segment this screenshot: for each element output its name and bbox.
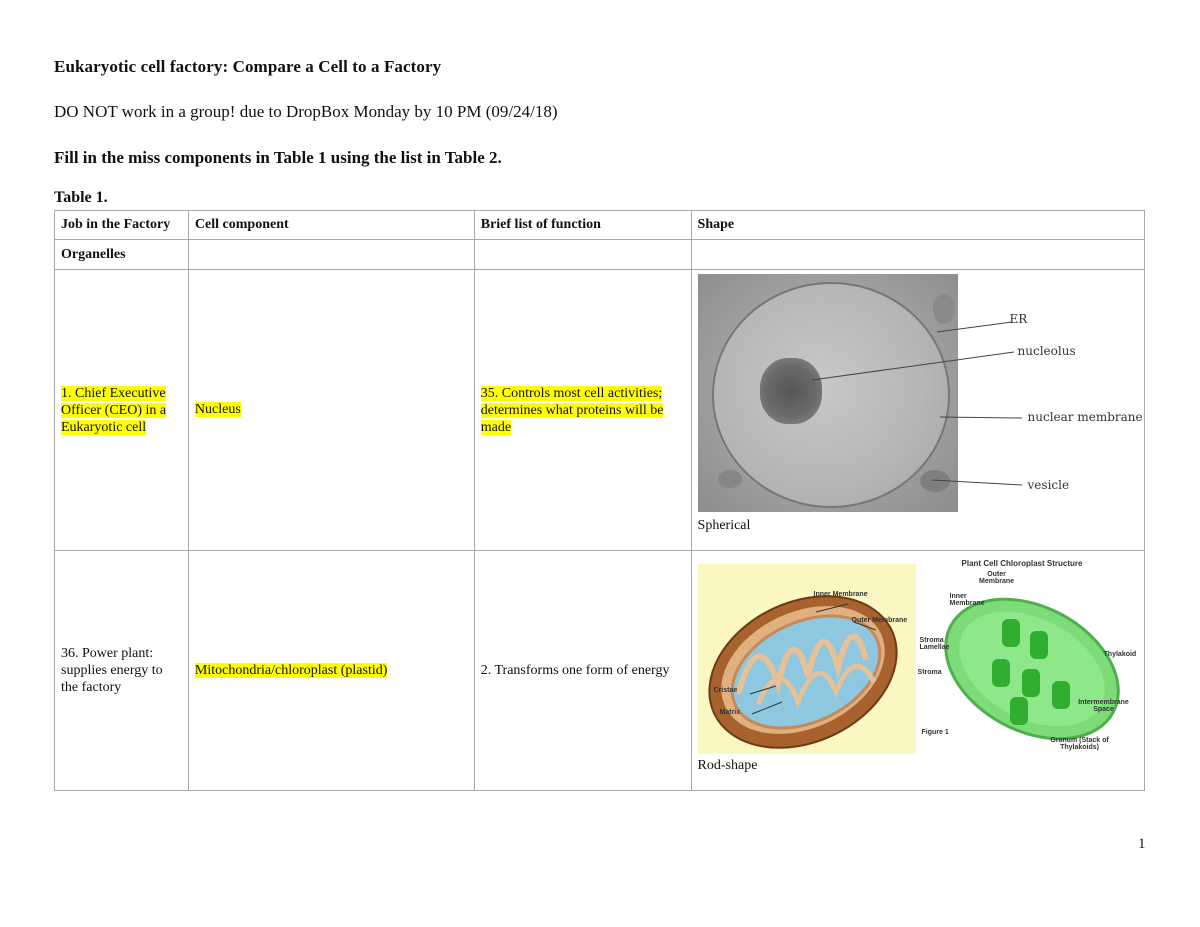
col-header-function: Brief list of function (474, 211, 691, 240)
table-1 (54, 210, 1145, 791)
component-text: Mitochondria/chloroplast (plastid) (194, 662, 388, 678)
chloro-label-figure: Figure 1 (921, 729, 949, 736)
table-label: Table 1. (54, 189, 108, 206)
mito-label-matrix: Matrix (719, 709, 741, 716)
chloro-label-granum: Granum (Stack of Thylakoids) (1050, 737, 1109, 751)
chloro-label-outer-membrane: Outer Membrane (979, 571, 1015, 585)
micrograph-label-er: ER (1009, 312, 1028, 326)
section-row (55, 240, 1145, 270)
component-cell (188, 270, 474, 551)
micrograph-label-nucleolus: nucleolus (1017, 344, 1076, 358)
function-text: 35. Controls most cell activities; determines what proteins will be made (480, 385, 664, 435)
micrograph-label-nuclear-membrane: nuclear membrane (1027, 410, 1143, 424)
chloro-label-inner-membrane: Inner Membrane (949, 593, 985, 607)
col-header-job: Job in the Factory (55, 211, 189, 240)
chloro-label-thylakoid: Thylakoid (1103, 651, 1137, 658)
chloro-label-stroma-lamellae: Stroma Lamellae (919, 637, 950, 651)
function-text: 2. Transforms one form of energy (480, 663, 670, 678)
shape-text: Spherical (697, 518, 751, 533)
instructions: Fill in the miss components in Table 1 using the list in Table 2. (54, 148, 502, 167)
col-header-component: Cell component (188, 211, 474, 240)
mitochondrion-drawing (698, 564, 928, 774)
document-title: Eukaryotic cell factory: Compare a Cell to a Factory (54, 57, 442, 76)
shape-cell (691, 270, 1144, 551)
section-label: Organelles (55, 240, 189, 270)
shape-text: Rod-shape (697, 758, 758, 773)
mito-label-cristae: Cristae (713, 687, 738, 694)
mito-label-inner-membrane: Inner Membrane (813, 591, 868, 598)
col-header-shape: Shape (691, 211, 1144, 240)
empty-cell (691, 240, 1144, 270)
empty-cell (474, 240, 691, 270)
job-text: 36. Power plant: supplies energy to the factory (61, 646, 163, 695)
shape-cell (691, 551, 1144, 791)
mito-label-outer-membrane: Outer Membrane (851, 617, 908, 624)
component-cell (188, 551, 474, 791)
table-row (55, 270, 1145, 551)
page-number: 1 (1138, 836, 1146, 852)
chloro-label-intermembrane-space: Intermembrane Space (1078, 699, 1129, 713)
micrograph-label-vesicle: vesicle (1027, 478, 1070, 492)
job-cell (55, 270, 189, 551)
component-text: Nucleus (194, 402, 241, 417)
table-header-row (55, 211, 1145, 240)
function-cell (474, 551, 691, 791)
job-cell (55, 551, 189, 791)
due-date-note: DO NOT work in a group! due to DropBox Monday by 10 PM (09/24/18) (54, 102, 558, 121)
empty-cell (188, 240, 474, 270)
job-text: 1. Chief Executive Officer (CEO) in a Eukaryotic cell (61, 385, 167, 435)
function-cell (474, 270, 691, 551)
table-row (55, 551, 1145, 791)
chloroplast-title: Plant Cell Chloroplast Structure (961, 559, 1083, 568)
chloro-label-stroma: Stroma (917, 669, 942, 676)
